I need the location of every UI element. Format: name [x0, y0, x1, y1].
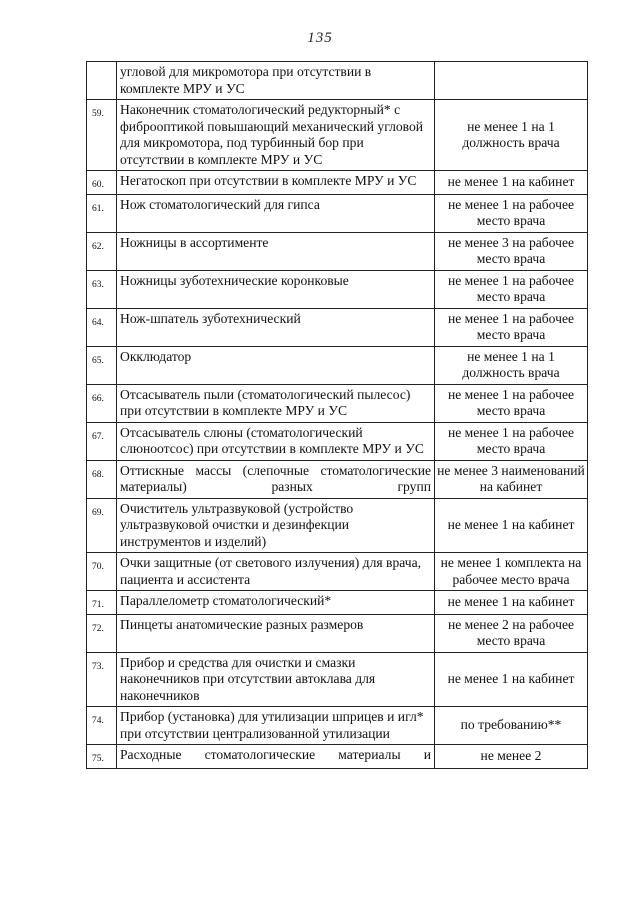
item-description: Негатоскоп при отсутствии в комплекте МРУ и УС — [117, 171, 435, 195]
table-row — [87, 194, 588, 232]
item-requirement: не менее 1 на кабинет — [435, 652, 588, 707]
equipment-table-body — [87, 62, 588, 769]
row-number: 61. — [87, 194, 117, 232]
item-description: Наконечник стоматологический редукторный* с фиброоптикой повышающий механический угловой для микромотора, под турбинный бор при отсутствии в комплекте МРУ и УС — [117, 100, 435, 171]
row-number: 73. — [87, 652, 117, 707]
table-row — [87, 270, 588, 308]
item-requirement: не менее 1 на кабинет — [435, 591, 588, 615]
table-row — [87, 652, 588, 707]
table-row — [87, 308, 588, 346]
item-description: Очки защитные (от светового излучения) для врача, пациента и ассистента — [117, 553, 435, 591]
item-requirement: не менее 1 на 1 должность врача — [435, 346, 588, 384]
table-row — [87, 460, 588, 498]
table-row — [87, 171, 588, 195]
table-row — [87, 614, 588, 652]
table-row — [87, 100, 588, 171]
equipment-table — [86, 61, 588, 769]
item-description: Отсасыватель пыли (стоматологический пылесос) при отсутствии в комплекте МРУ и УС — [117, 384, 435, 422]
page-number: 135 — [307, 30, 333, 46]
item-description: Оттискные массы (слепочные стоматологические материалы) разных групп — [117, 460, 435, 498]
item-description: угловой для микромотора при отсутствии в комплекте МРУ и УС — [117, 62, 435, 100]
item-requirement: не менее 1 на рабочее место врача — [435, 308, 588, 346]
row-number: 64. — [87, 308, 117, 346]
row-number: 70. — [87, 553, 117, 591]
table-row — [87, 384, 588, 422]
item-description: Ножницы зуботехнические коронковые — [117, 270, 435, 308]
item-description: Параллелометр стоматологический* — [117, 591, 435, 615]
item-description: Нож-шпатель зуботехнический — [117, 308, 435, 346]
item-requirement: не менее 1 на рабочее место врача — [435, 422, 588, 460]
item-description: Нож стоматологический для гипса — [117, 194, 435, 232]
row-number: 59. — [87, 100, 117, 171]
table-row — [87, 346, 588, 384]
item-requirement: не менее 1 на кабинет — [435, 498, 588, 553]
table-row — [87, 62, 588, 100]
row-number: 74. — [87, 707, 117, 745]
table-row — [87, 553, 588, 591]
item-requirement: не менее 1 на рабочее место врача — [435, 384, 588, 422]
item-requirement: не менее 1 на 1 должность врача — [435, 100, 588, 171]
item-description: Пинцеты анатомические разных размеров — [117, 614, 435, 652]
row-number: 69. — [87, 498, 117, 553]
row-number: 67. — [87, 422, 117, 460]
table-row — [87, 591, 588, 615]
row-number: 63. — [87, 270, 117, 308]
table-row — [87, 232, 588, 270]
row-number: 72. — [87, 614, 117, 652]
item-description: Окклюдатор — [117, 346, 435, 384]
item-requirement: не менее 1 на кабинет — [435, 171, 588, 195]
item-description: Прибор (установка) для утилизации шприцев и игл* при отсутствии централизованной утилизации — [117, 707, 435, 745]
item-description: Очиститель ультразвуковой (устройство ультразвуковой очистки и дезинфекции инструментов и изделий) — [117, 498, 435, 553]
row-number: 68. — [87, 460, 117, 498]
item-requirement: не менее 1 на рабочее место врача — [435, 194, 588, 232]
item-requirement: не менее 1 на рабочее место врача — [435, 270, 588, 308]
table-row — [87, 422, 588, 460]
item-requirement — [435, 62, 588, 100]
item-requirement: по требованию** — [435, 707, 588, 745]
item-requirement: не менее 3 наименований на кабинет — [435, 460, 588, 498]
item-requirement: не менее 1 комплекта на рабочее место врача — [435, 553, 588, 591]
table-row — [87, 707, 588, 745]
item-description: Расходные стоматологические материалы и — [117, 745, 435, 769]
item-requirement: не менее 3 на рабочее место врача — [435, 232, 588, 270]
item-description: Ножницы в ассортименте — [117, 232, 435, 270]
row-number: 75. — [87, 745, 117, 769]
row-number — [87, 62, 117, 100]
item-description: Отсасыватель слюны (стоматологический слюноотсос) при отсутствии в комплекте МРУ и УС — [117, 422, 435, 460]
row-number: 60. — [87, 171, 117, 195]
table-row — [87, 498, 588, 553]
item-description: Прибор и средства для очистки и смазки наконечников при отсутствии автоклава для наконечников — [117, 652, 435, 707]
row-number: 65. — [87, 346, 117, 384]
row-number: 71. — [87, 591, 117, 615]
row-number: 62. — [87, 232, 117, 270]
table-row — [87, 745, 588, 769]
item-requirement: не менее 2 — [435, 745, 588, 769]
row-number: 66. — [87, 384, 117, 422]
item-requirement: не менее 2 на рабочее место врача — [435, 614, 588, 652]
